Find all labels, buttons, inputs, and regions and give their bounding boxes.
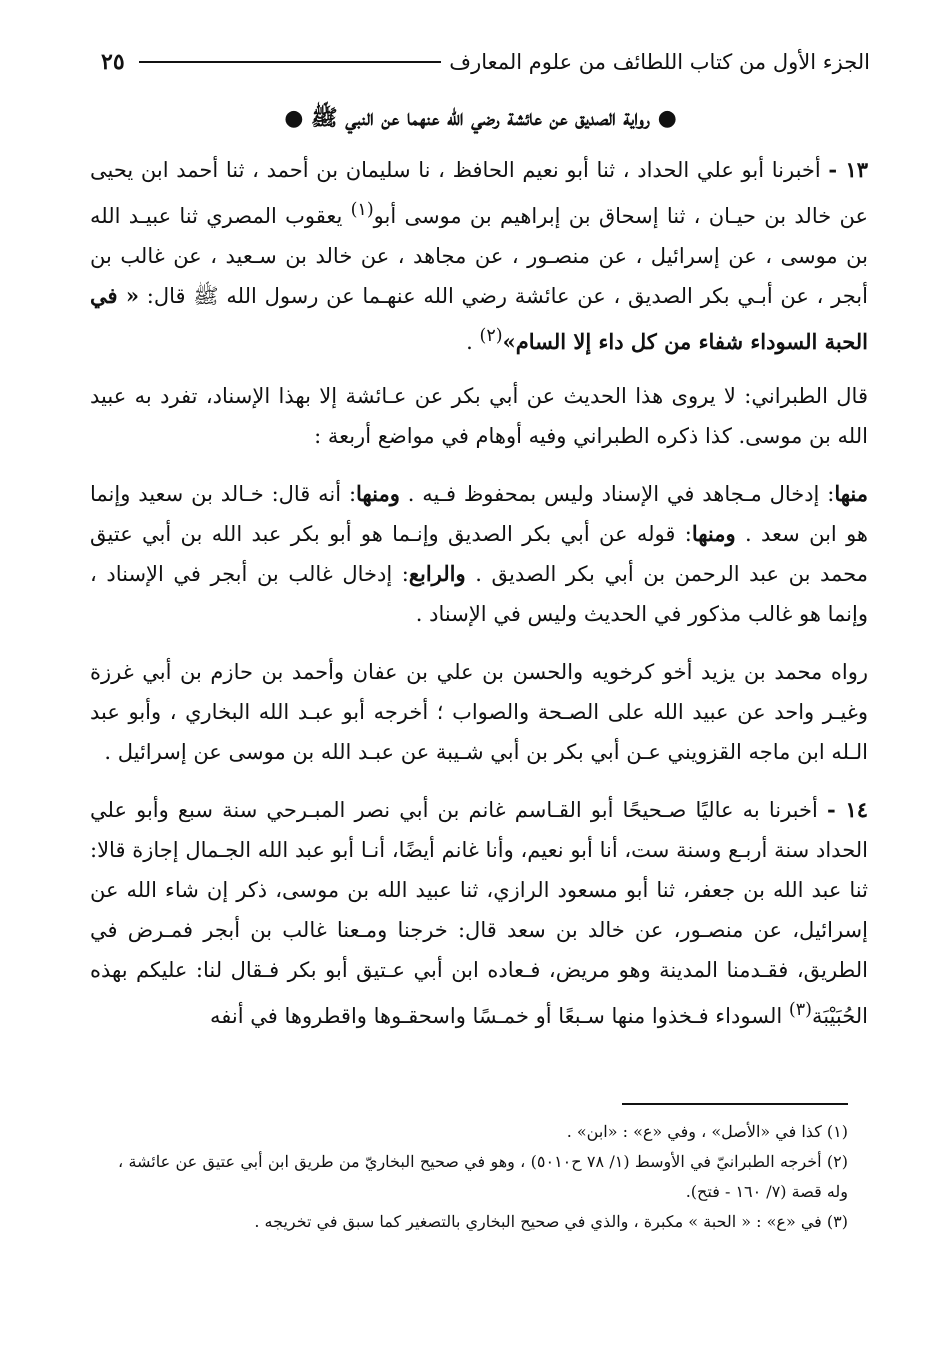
hadith-14-text-cont: السوداء فـخذوا منها سـبعًا أو خمـسًا واسحقـوها واقطروها في أنفه <box>210 1004 783 1028</box>
error-1-label: منها <box>834 481 868 506</box>
error-4-label: والرابع <box>408 561 466 586</box>
error-2-text: : أنه قال: خـالد بن سعيد وإنما هو ابن سعد . <box>90 482 868 546</box>
running-title: الجزء الأول من كتاب اللطائف من علوم المعارف <box>449 50 870 74</box>
footnote-rule <box>622 1103 848 1105</box>
riwayah-paragraph: رواه محمد بن يزيد أخو كرخويه والحسن بن علي بن عفان وأحمد بن حازم بن أبي غرزة وغيـر واحد عن عبيد الله على الصـحة والصواب ؛ أخرجه أبو عبـد الله البخاري ، وأبو عبد الـله ابن ماجه القزويني عـن أبي بكر بن أبي شـيبة عن عبـد الله بن موسى عن إسرائيل . <box>90 660 868 764</box>
footnotes <box>118 1117 848 1237</box>
tabarani-comment: قال الطبراني: لا يروى هذا الحديث عن أبي بكر عن عـائشة إلا بهذا الإسناد، تفرد به عبيد الله بن موسى. كذا ذكره الطبراني وفيه أوهام في مواضع أربعة : <box>90 384 868 448</box>
hadith-13-matn: « في الحبة السوداء شفاء من كل داء إلا السام» <box>90 283 868 354</box>
error-4-text: : إدخال غالب بن أبجر في الإسناد ، وإنما هو غالب مذكور في الحديث وليس في الإسناد . <box>90 562 868 626</box>
error-1-text: : إدخال مـجاهد في الإسناد وليس بمحفوظ فـيه . <box>407 482 835 506</box>
error-2-label: ومنها <box>356 481 400 506</box>
footnote-ref-2: (٢) <box>479 326 503 346</box>
header-rule <box>139 61 442 63</box>
footnote-1: (١) كذا في «الأصل» ، وفي «ع» : «ابن» . <box>566 1122 848 1141</box>
hadith-13-isnad: أخبرنا أبو علي الحداد ، ثنا أبو نعيم الحافظ ، نا سليمان بن أحمد ، ثنا أحمد ابن يحيى عن خالد بن حيـان ، ثنا إسحاق بن إبراهيم بن موسى أبو <box>90 158 868 228</box>
page-number: ٢٥ <box>101 49 125 75</box>
body-text <box>90 150 868 1036</box>
error-3-label: ومنها <box>691 521 736 546</box>
hadith-14-number: ١٤ - <box>826 797 868 822</box>
hadith-13-number: ١٣ - <box>828 157 868 182</box>
hadith-14-text: أخبرنا به عاليًا صـحيحًا أبو القـاسم غانم بن أبي نصر المبـرحي سنة سبع وأبو علي الحداد سنة أربـع وسنة ست، أنا أبو نعيم، وأنا غانم أيضًا، أنـا أبو عبد الله الجـمال إجازة قالا: ثنا عبد الله بن جعفر، ثنا أبو مسعود الرازي، ثنا عبيد الله بن موسى، ذكر إن شاء الله عن إسرائيل، عن منصـور، عن خالد بن سعد قال: خرجنا ومـعنا غالب بن أبجر فمـرض في الطريق، فقـدمنا المدينة وهو مريض، فـعاده ابن أبي عـتيق أبو بكر فـقال لنا: عليكم بهذه الحُبَيْبَة <box>90 798 868 1028</box>
error-3-text: : قوله عن أبي بكر الصديق وإنـما هو أبو بكر عبد الله بن أبي عتيق محمد بن عبد الرحمن بن أبي بكر الصديق . <box>90 522 868 586</box>
page-header <box>95 40 870 84</box>
footnote-ref-3: (٣) <box>788 1000 812 1020</box>
hadith-14-paragraph <box>90 790 868 1036</box>
hadith-13-isnad-cont: يعقوب المصري ثنا عبيـد الله بن موسى ، عن إسرائيل ، عن منصـور ، عن مجاهد ، عن خالد بن سـعيد ، عن غالب بن أبجر ، عن أبـي بكر الصديق ، عن عائشة رضي الله عنهـما عن رسول الله ﷺ قال: <box>90 204 868 308</box>
errors-paragraph <box>90 474 868 634</box>
footnote-ref-1: (١) <box>350 200 374 220</box>
footnote-2: (٢) أخرجه الطبرانيّ في الأوسط (١/ ٧٨ ح٥٠١٠) ، وهو في صحيح البخاريّ من طريق ابن أبي عتيق عن عائشة ، وله قصة (٧/ ١٦٠ - فتح). <box>118 1152 848 1201</box>
hadith-13-tail: . <box>466 330 473 354</box>
footnote-3: (٣) في «ع» : « الحبة » مكبرة ، والذي في صحيح البخاري بالتصغير كما سبق في تخريجه . <box>254 1212 848 1231</box>
section-heading: ● رواية الصديق عن عائشة رضي الله عنهما عن النبي ﷺ ● <box>284 105 677 131</box>
hadith-13-paragraph <box>90 150 868 362</box>
